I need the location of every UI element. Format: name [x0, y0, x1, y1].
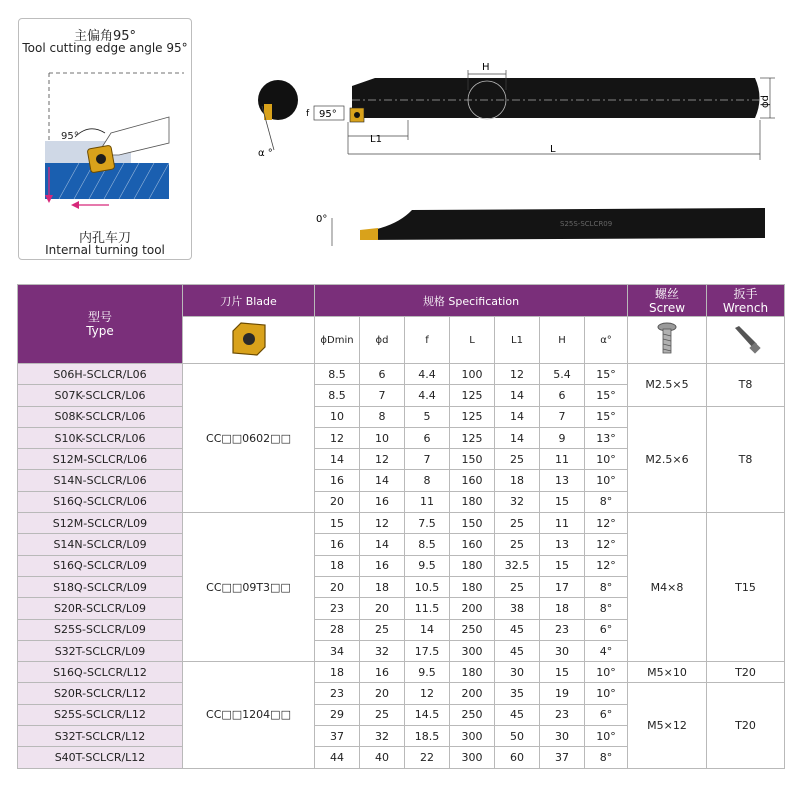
- insert-icon: [87, 145, 115, 173]
- cell-f: 14: [405, 619, 450, 640]
- dim-L: L: [550, 144, 556, 155]
- cell-d: 32: [360, 726, 405, 747]
- wrench-cell: T20: [707, 662, 785, 683]
- cell-L: 250: [450, 619, 495, 640]
- cell-L1: 32.5: [495, 555, 540, 576]
- cell-d: 16: [360, 491, 405, 512]
- cell-f: 10.5: [405, 576, 450, 597]
- cell-L: 300: [450, 726, 495, 747]
- cell-f: 8: [405, 470, 450, 491]
- cell-L: 300: [450, 747, 495, 768]
- col-header-dmin: ϕDmin: [315, 317, 360, 364]
- cell-f: 18.5: [405, 726, 450, 747]
- cell-L1: 45: [495, 619, 540, 640]
- wrench-cell: T20: [707, 683, 785, 768]
- cell-d: 25: [360, 704, 405, 725]
- blade-header: 刀片 Blade: [183, 285, 315, 317]
- cell-H: 17: [540, 576, 585, 597]
- blade-image-cell: [183, 317, 315, 364]
- cell-L1: 50: [495, 726, 540, 747]
- cell-H: 6: [540, 385, 585, 406]
- cell-dmin: 37: [315, 726, 360, 747]
- cell-d: 16: [360, 662, 405, 683]
- cell-f: 12: [405, 683, 450, 704]
- type-cell: S14N-SCLCR/L09: [18, 534, 183, 555]
- bar-marking: S25S-SCLCR09: [560, 220, 613, 228]
- type-cell: S16Q-SCLCR/L06: [18, 491, 183, 512]
- type-cell: S16Q-SCLCR/L12: [18, 662, 183, 683]
- screw-cell: M5×10: [628, 662, 707, 683]
- cell-L: 200: [450, 683, 495, 704]
- blade-cell: CC□□0602□□: [183, 364, 315, 513]
- cell-dmin: 16: [315, 534, 360, 555]
- angle-value: 95°: [61, 131, 79, 142]
- table-row: [18, 406, 785, 427]
- cell-H: 11: [540, 513, 585, 534]
- blade-cell: CC□□1204□□: [183, 662, 315, 768]
- type-cell: S25S-SCLCR/L12: [18, 704, 183, 725]
- alpha-label: α °: [258, 148, 273, 159]
- angle-title-cn: 主偏角95°: [73, 29, 137, 44]
- cell-L: 250: [450, 704, 495, 725]
- cell-L: 180: [450, 662, 495, 683]
- cell-d: 8: [360, 406, 405, 427]
- cell-L: 180: [450, 576, 495, 597]
- cell-alpha: 8°: [585, 576, 628, 597]
- dim-d: ϕd: [760, 95, 771, 108]
- cell-f: 9.5: [405, 662, 450, 683]
- cell-alpha: 15°: [585, 406, 628, 427]
- cell-alpha: 10°: [585, 726, 628, 747]
- cell-L1: 25: [495, 449, 540, 470]
- cell-H: 18: [540, 598, 585, 619]
- cell-d: 20: [360, 598, 405, 619]
- type-cell: S14N-SCLCR/L06: [18, 470, 183, 491]
- cell-L: 160: [450, 534, 495, 555]
- cell-d: 32: [360, 640, 405, 661]
- wrench-cell: T8: [707, 364, 785, 407]
- type-cell: S16Q-SCLCR/L09: [18, 555, 183, 576]
- screw-cell: M2.5×6: [628, 406, 707, 512]
- cell-d: 16: [360, 555, 405, 576]
- cell-dmin: 8.5: [315, 364, 360, 385]
- cell-L1: 30: [495, 662, 540, 683]
- cutting-angle-panel: [18, 18, 192, 260]
- wrench-icon: [729, 322, 763, 356]
- type-cell: S32T-SCLCR/L09: [18, 640, 183, 661]
- cell-L: 180: [450, 555, 495, 576]
- angle-arc: [75, 129, 105, 137]
- cell-d: 20: [360, 683, 405, 704]
- cell-alpha: 6°: [585, 619, 628, 640]
- cell-d: 18: [360, 576, 405, 597]
- type-cell: S18Q-SCLCR/L09: [18, 576, 183, 597]
- dim-f: f: [306, 109, 310, 119]
- cell-f: 11.5: [405, 598, 450, 619]
- col-header-L1: L1: [495, 317, 540, 364]
- wrench-header-en: Wrench: [722, 300, 769, 315]
- cell-d: 14: [360, 534, 405, 555]
- cell-L1: 12: [495, 364, 540, 385]
- screw-header-cn: 螺丝: [654, 286, 679, 301]
- cell-alpha: 10°: [585, 470, 628, 491]
- cell-d: 12: [360, 449, 405, 470]
- cell-L1: 60: [495, 747, 540, 768]
- cell-f: 8.5: [405, 534, 450, 555]
- cell-L1: 32: [495, 491, 540, 512]
- type-cell: S12M-SCLCR/L06: [18, 449, 183, 470]
- cell-dmin: 44: [315, 747, 360, 768]
- cell-dmin: 23: [315, 683, 360, 704]
- cell-alpha: 8°: [585, 747, 628, 768]
- blade-cell: CC□□09T3□□: [183, 513, 315, 662]
- cell-alpha: 8°: [585, 598, 628, 619]
- dim-angle: 95°: [319, 109, 337, 120]
- cell-L: 150: [450, 449, 495, 470]
- zero-angle-label: 0°: [316, 214, 328, 225]
- cell-f: 17.5: [405, 640, 450, 661]
- table-row: [18, 662, 785, 683]
- dim-H: H: [482, 62, 490, 73]
- wrench-cell: T8: [707, 406, 785, 512]
- type-cell: S20R-SCLCR/L09: [18, 598, 183, 619]
- cell-H: 15: [540, 491, 585, 512]
- cell-L: 300: [450, 640, 495, 661]
- cell-f: 9.5: [405, 555, 450, 576]
- cell-f: 7.5: [405, 513, 450, 534]
- type-cell: S06H-SCLCR/L06: [18, 364, 183, 385]
- cell-dmin: 28: [315, 619, 360, 640]
- cell-dmin: 20: [315, 576, 360, 597]
- type-cell: S40T-SCLCR/L12: [18, 747, 183, 768]
- cell-H: 30: [540, 640, 585, 661]
- cell-alpha: 8°: [585, 491, 628, 512]
- tool-caption-cn: 内孔车刀: [78, 231, 131, 246]
- cell-dmin: 18: [315, 662, 360, 683]
- cell-alpha: 10°: [585, 662, 628, 683]
- type-header-cn: 型号: [87, 310, 112, 324]
- cell-d: 10: [360, 427, 405, 448]
- tool-technical-drawing: [240, 60, 780, 260]
- wrench-image-cell: [707, 317, 785, 364]
- cell-f: 7: [405, 449, 450, 470]
- table-row: [18, 513, 785, 534]
- cell-H: 13: [540, 470, 585, 491]
- angle-title-en: Tool cutting edge angle 95°: [22, 41, 188, 55]
- cell-L1: 38: [495, 598, 540, 619]
- cell-H: 15: [540, 555, 585, 576]
- cell-H: 5.4: [540, 364, 585, 385]
- cell-alpha: 6°: [585, 704, 628, 725]
- type-cell: S07K-SCLCR/L06: [18, 385, 183, 406]
- tool-bar: [352, 78, 760, 118]
- col-header-d: ϕd: [360, 317, 405, 364]
- table-row: [18, 364, 785, 385]
- cell-dmin: 20: [315, 491, 360, 512]
- cell-dmin: 34: [315, 640, 360, 661]
- cell-f: 4.4: [405, 385, 450, 406]
- cell-L: 200: [450, 598, 495, 619]
- cell-dmin: 14: [315, 449, 360, 470]
- cell-dmin: 8.5: [315, 385, 360, 406]
- cell-alpha: 12°: [585, 513, 628, 534]
- cell-H: 23: [540, 619, 585, 640]
- col-header-H: H: [540, 317, 585, 364]
- cell-dmin: 12: [315, 427, 360, 448]
- cell-L1: 14: [495, 385, 540, 406]
- screw-cell: M5×12: [628, 683, 707, 768]
- wrench-cell: T15: [707, 513, 785, 662]
- cell-d: 12: [360, 513, 405, 534]
- type-cell: S12M-SCLCR/L09: [18, 513, 183, 534]
- wrench-header: [707, 285, 785, 317]
- cell-L: 125: [450, 385, 495, 406]
- tool-caption-en: Internal turning tool: [45, 243, 165, 257]
- cell-L: 100: [450, 364, 495, 385]
- screw-cell: M4×8: [628, 513, 707, 662]
- wrench-header-cn: 扳手: [733, 286, 758, 301]
- cell-f: 11: [405, 491, 450, 512]
- cell-d: 40: [360, 747, 405, 768]
- cell-alpha: 12°: [585, 555, 628, 576]
- cell-L1: 25: [495, 513, 540, 534]
- cell-L1: 35: [495, 683, 540, 704]
- table-body: [18, 364, 785, 769]
- cell-L: 150: [450, 513, 495, 534]
- cell-f: 5: [405, 406, 450, 427]
- cell-f: 4.4: [405, 364, 450, 385]
- cell-d: 14: [360, 470, 405, 491]
- cell-L: 125: [450, 406, 495, 427]
- cell-L1: 45: [495, 704, 540, 725]
- cell-L: 125: [450, 427, 495, 448]
- cell-H: 13: [540, 534, 585, 555]
- type-cell: S08K-SCLCR/L06: [18, 406, 183, 427]
- insert-top-view: [360, 228, 378, 240]
- screw-image-cell: [628, 317, 707, 364]
- screw-cell: M2.5×5: [628, 364, 707, 407]
- cell-d: 7: [360, 385, 405, 406]
- cell-dmin: 15: [315, 513, 360, 534]
- cell-dmin: 18: [315, 555, 360, 576]
- cell-L: 180: [450, 491, 495, 512]
- cell-H: 23: [540, 704, 585, 725]
- cell-H: 11: [540, 449, 585, 470]
- cell-f: 6: [405, 427, 450, 448]
- cell-d: 25: [360, 619, 405, 640]
- cell-H: 19: [540, 683, 585, 704]
- cell-alpha: 13°: [585, 427, 628, 448]
- cell-alpha: 10°: [585, 449, 628, 470]
- type-header-en: Type: [86, 324, 114, 338]
- col-header-f: f: [405, 317, 450, 364]
- cell-alpha: 12°: [585, 534, 628, 555]
- screw-header: [628, 285, 707, 317]
- cell-dmin: 16: [315, 470, 360, 491]
- cell-dmin: 23: [315, 598, 360, 619]
- cell-alpha: 4°: [585, 640, 628, 661]
- cell-d: 6: [360, 364, 405, 385]
- dim-L1: L1: [370, 134, 382, 145]
- cell-H: 7: [540, 406, 585, 427]
- cell-L1: 45: [495, 640, 540, 661]
- cell-L: 160: [450, 470, 495, 491]
- type-cell: S25S-SCLCR/L09: [18, 619, 183, 640]
- cell-alpha: 15°: [585, 385, 628, 406]
- cell-H: 37: [540, 747, 585, 768]
- type-cell: S10K-SCLCR/L06: [18, 427, 183, 448]
- cell-f: 22: [405, 747, 450, 768]
- type-cell: S32T-SCLCR/L12: [18, 726, 183, 747]
- type-cell: S20R-SCLCR/L12: [18, 683, 183, 704]
- cell-dmin: 29: [315, 704, 360, 725]
- cell-alpha: 15°: [585, 364, 628, 385]
- spec-header: 规格 Specification: [315, 285, 628, 317]
- screw-icon: [654, 321, 680, 357]
- cutting-angle-illustration: [19, 59, 191, 224]
- screw-header-en: Screw: [648, 300, 686, 315]
- cell-H: 15: [540, 662, 585, 683]
- cell-f: 14.5: [405, 704, 450, 725]
- cell-L1: 14: [495, 406, 540, 427]
- cell-L1: 14: [495, 427, 540, 448]
- cell-dmin: 10: [315, 406, 360, 427]
- cell-L1: 25: [495, 534, 540, 555]
- cell-H: 9: [540, 427, 585, 448]
- insert-icon: [229, 319, 269, 359]
- cell-H: 30: [540, 726, 585, 747]
- col-header-L: L: [450, 317, 495, 364]
- col-header-alpha: α°: [585, 317, 628, 364]
- cell-L1: 18: [495, 470, 540, 491]
- table-row: [18, 683, 785, 704]
- spec-table: [17, 284, 785, 769]
- cell-alpha: 10°: [585, 683, 628, 704]
- cell-L1: 25: [495, 576, 540, 597]
- type-header: [18, 285, 183, 364]
